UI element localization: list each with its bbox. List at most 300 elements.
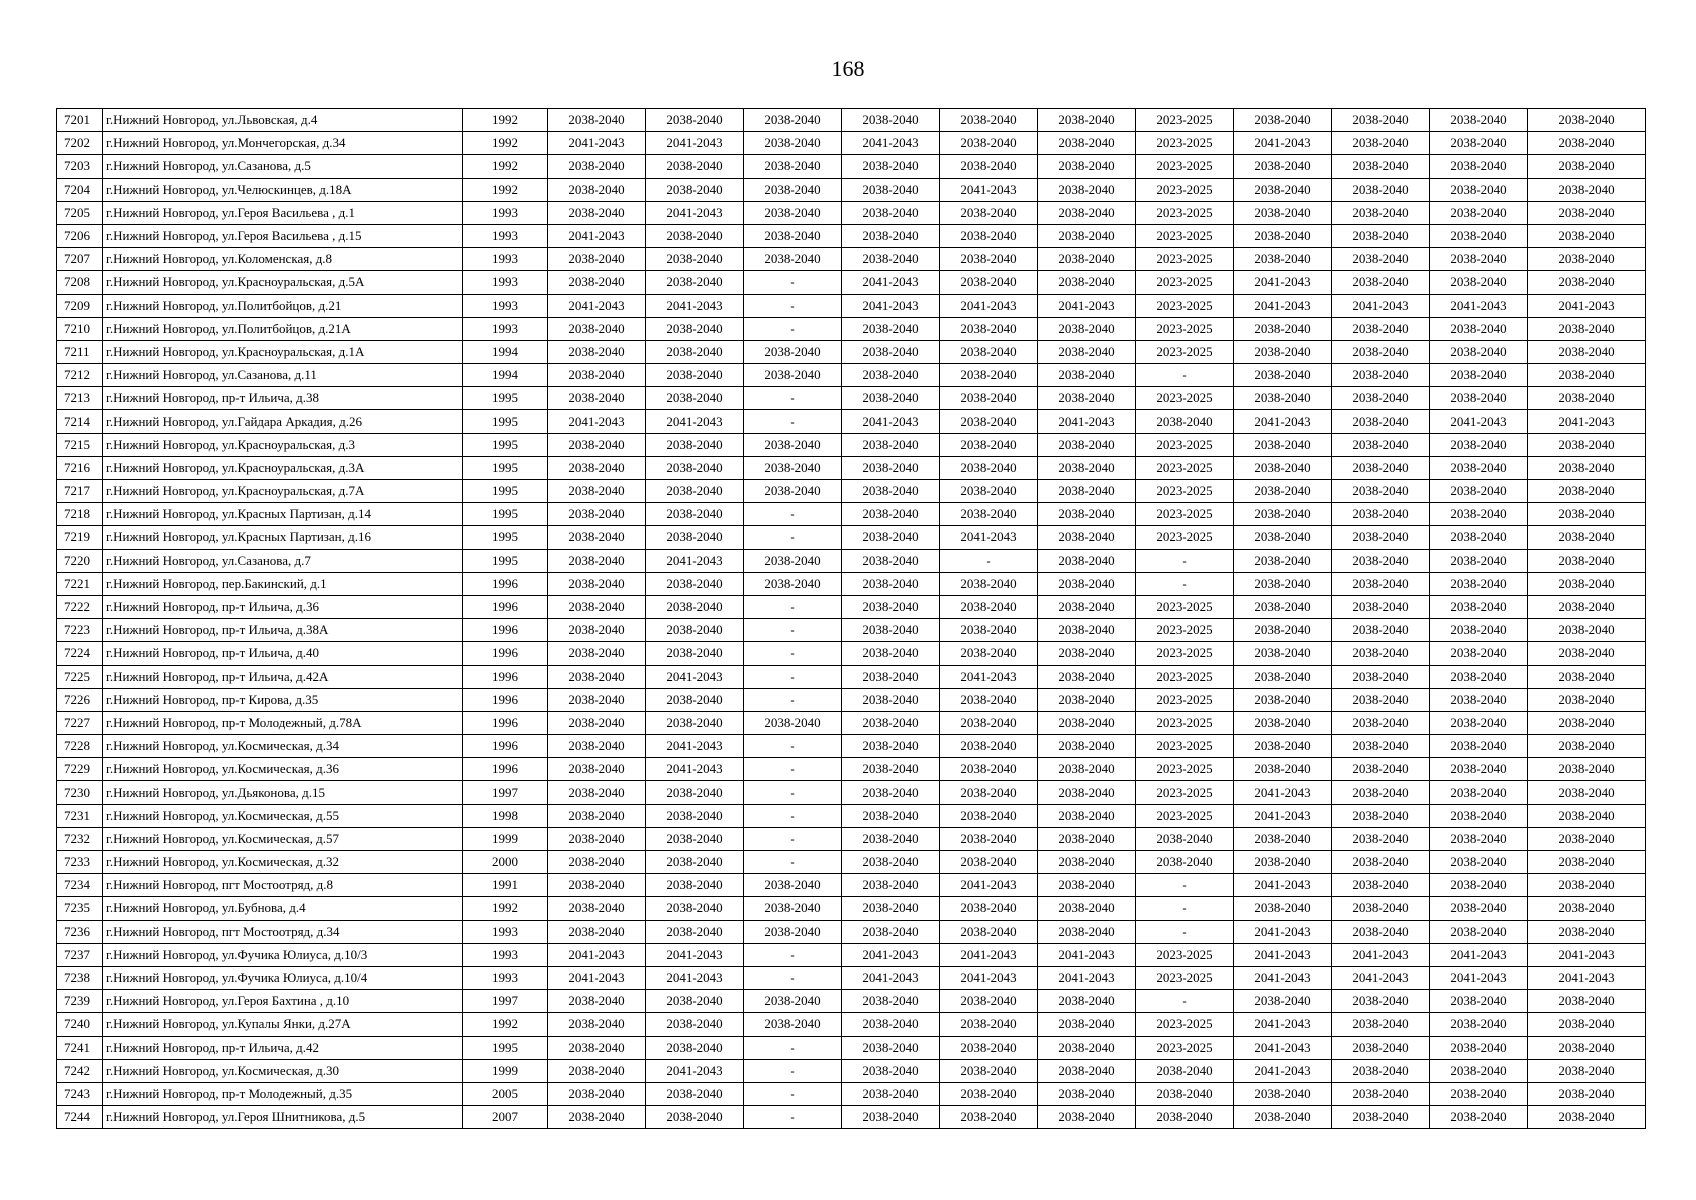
cell-period-3: 2038-2040: [744, 224, 842, 247]
cell-period-5: 2038-2040: [940, 456, 1038, 479]
cell-period-2: 2038-2040: [646, 990, 744, 1013]
cell-year-built: 1998: [463, 804, 548, 827]
cell-period-6: 2038-2040: [1038, 665, 1136, 688]
cell-period-8: 2041-2043: [1234, 966, 1332, 989]
cell-period-8: 2038-2040: [1234, 526, 1332, 549]
cell-period-3: 2038-2040: [744, 549, 842, 572]
housing-registry-table: [56, 108, 1646, 1129]
table-row: [57, 1059, 1646, 1082]
cell-period-6: 2038-2040: [1038, 526, 1136, 549]
cell-period-8: 2041-2043: [1234, 271, 1332, 294]
cell-period-8: 2038-2040: [1234, 387, 1332, 410]
cell-row-number: 7241: [57, 1036, 103, 1059]
cell-period-7: 2038-2040: [1136, 1106, 1234, 1129]
cell-period-5: 2038-2040: [940, 387, 1038, 410]
cell-period-11: 2038-2040: [1528, 711, 1646, 734]
cell-address: г.Нижний Новгород, ул.Красноуральская, д.1А: [103, 340, 463, 363]
cell-address: г.Нижний Новгород, ул.Красноуральская, д.3А: [103, 456, 463, 479]
cell-period-10: 2038-2040: [1430, 109, 1528, 132]
cell-period-8: 2041-2043: [1234, 294, 1332, 317]
cell-row-number: 7224: [57, 642, 103, 665]
cell-period-10: 2038-2040: [1430, 178, 1528, 201]
cell-period-3: -: [744, 1082, 842, 1105]
cell-period-10: 2041-2043: [1430, 410, 1528, 433]
cell-period-1: 2038-2040: [548, 897, 646, 920]
cell-period-5: 2038-2040: [940, 1082, 1038, 1105]
cell-year-built: 1992: [463, 178, 548, 201]
cell-period-1: 2038-2040: [548, 364, 646, 387]
cell-period-7: 2038-2040: [1136, 851, 1234, 874]
cell-period-1: 2038-2040: [548, 758, 646, 781]
cell-period-2: 2038-2040: [646, 526, 744, 549]
cell-period-2: 2041-2043: [646, 758, 744, 781]
cell-period-10: 2038-2040: [1430, 1013, 1528, 1036]
table-row: [57, 688, 1646, 711]
cell-period-8: 2038-2040: [1234, 248, 1332, 271]
cell-row-number: 7235: [57, 897, 103, 920]
cell-period-10: 2038-2040: [1430, 897, 1528, 920]
cell-period-2: 2038-2040: [646, 224, 744, 247]
cell-period-8: 2041-2043: [1234, 781, 1332, 804]
cell-period-2: 2038-2040: [646, 456, 744, 479]
table-row: [57, 526, 1646, 549]
cell-period-8: 2038-2040: [1234, 340, 1332, 363]
cell-period-9: 2038-2040: [1332, 364, 1430, 387]
cell-address: г.Нижний Новгород, ул.Героя Бахтина , д.10: [103, 990, 463, 1013]
cell-period-6: 2038-2040: [1038, 155, 1136, 178]
cell-period-4: 2041-2043: [842, 943, 940, 966]
cell-period-5: 2038-2040: [940, 1059, 1038, 1082]
cell-period-10: 2038-2040: [1430, 642, 1528, 665]
cell-period-6: 2038-2040: [1038, 433, 1136, 456]
cell-row-number: 7228: [57, 735, 103, 758]
cell-period-1: 2038-2040: [548, 804, 646, 827]
cell-year-built: 1992: [463, 1013, 548, 1036]
cell-period-7: 2038-2040: [1136, 410, 1234, 433]
cell-year-built: 1993: [463, 248, 548, 271]
cell-row-number: 7233: [57, 851, 103, 874]
cell-address: г.Нижний Новгород, ул.Героя Шнитникова, д.5: [103, 1106, 463, 1129]
cell-row-number: 7234: [57, 874, 103, 897]
cell-period-2: 2038-2040: [646, 340, 744, 363]
cell-address: г.Нижний Новгород, пгт Мостоотряд, д.8: [103, 874, 463, 897]
cell-period-7: -: [1136, 572, 1234, 595]
cell-period-8: 2038-2040: [1234, 688, 1332, 711]
table-row: [57, 317, 1646, 340]
cell-period-4: 2038-2040: [842, 155, 940, 178]
cell-period-1: 2038-2040: [548, 178, 646, 201]
cell-period-11: 2038-2040: [1528, 155, 1646, 178]
cell-period-8: 2038-2040: [1234, 1082, 1332, 1105]
cell-period-4: 2038-2040: [842, 874, 940, 897]
cell-period-6: 2038-2040: [1038, 781, 1136, 804]
cell-period-1: 2041-2043: [548, 410, 646, 433]
cell-period-1: 2038-2040: [548, 572, 646, 595]
cell-address: г.Нижний Новгород, ул.Сазанова, д.5: [103, 155, 463, 178]
cell-period-6: 2038-2040: [1038, 688, 1136, 711]
cell-period-10: 2038-2040: [1430, 572, 1528, 595]
cell-period-11: 2038-2040: [1528, 201, 1646, 224]
cell-period-11: 2041-2043: [1528, 410, 1646, 433]
cell-period-9: 2038-2040: [1332, 665, 1430, 688]
cell-period-2: 2041-2043: [646, 201, 744, 224]
cell-period-10: 2038-2040: [1430, 503, 1528, 526]
cell-period-7: 2023-2025: [1136, 433, 1234, 456]
cell-period-1: 2038-2040: [548, 248, 646, 271]
cell-period-9: 2038-2040: [1332, 735, 1430, 758]
cell-year-built: 1993: [463, 943, 548, 966]
cell-period-9: 2038-2040: [1332, 271, 1430, 294]
cell-period-7: 2023-2025: [1136, 224, 1234, 247]
cell-row-number: 7239: [57, 990, 103, 1013]
cell-period-3: 2038-2040: [744, 109, 842, 132]
cell-period-7: 2038-2040: [1136, 1059, 1234, 1082]
cell-period-1: 2038-2040: [548, 642, 646, 665]
table-row: [57, 248, 1646, 271]
table-row: [57, 224, 1646, 247]
cell-period-5: 2041-2043: [940, 294, 1038, 317]
cell-year-built: 2000: [463, 851, 548, 874]
cell-period-9: 2038-2040: [1332, 619, 1430, 642]
cell-period-3: -: [744, 271, 842, 294]
cell-period-3: 2038-2040: [744, 132, 842, 155]
table-row: [57, 920, 1646, 943]
cell-period-11: 2038-2040: [1528, 503, 1646, 526]
table-row: [57, 201, 1646, 224]
cell-period-9: 2038-2040: [1332, 897, 1430, 920]
cell-year-built: 1997: [463, 990, 548, 1013]
cell-period-11: 2038-2040: [1528, 688, 1646, 711]
cell-address: г.Нижний Новгород, ул.Сазанова, д.7: [103, 549, 463, 572]
cell-period-6: 2038-2040: [1038, 317, 1136, 340]
cell-period-2: 2038-2040: [646, 804, 744, 827]
cell-period-6: 2038-2040: [1038, 132, 1136, 155]
cell-period-9: 2038-2040: [1332, 155, 1430, 178]
cell-period-5: 2038-2040: [940, 711, 1038, 734]
cell-period-8: 2038-2040: [1234, 619, 1332, 642]
cell-period-11: 2038-2040: [1528, 271, 1646, 294]
cell-period-3: -: [744, 966, 842, 989]
cell-period-5: 2038-2040: [940, 480, 1038, 503]
cell-period-9: 2038-2040: [1332, 804, 1430, 827]
cell-period-7: 2023-2025: [1136, 294, 1234, 317]
cell-period-3: -: [744, 943, 842, 966]
cell-period-3: -: [744, 781, 842, 804]
cell-period-10: 2038-2040: [1430, 688, 1528, 711]
cell-period-3: 2038-2040: [744, 364, 842, 387]
cell-period-3: 2038-2040: [744, 340, 842, 363]
cell-period-7: 2023-2025: [1136, 619, 1234, 642]
cell-period-6: 2038-2040: [1038, 224, 1136, 247]
cell-period-3: 2038-2040: [744, 155, 842, 178]
cell-period-8: 2041-2043: [1234, 1013, 1332, 1036]
cell-period-5: 2038-2040: [940, 201, 1038, 224]
cell-period-8: 2038-2040: [1234, 735, 1332, 758]
cell-period-7: -: [1136, 920, 1234, 943]
cell-year-built: 1995: [463, 387, 548, 410]
cell-address: г.Нижний Новгород, ул.Фучика Юлиуса, д.10/3: [103, 943, 463, 966]
cell-period-4: 2038-2040: [842, 526, 940, 549]
cell-period-1: 2038-2040: [548, 827, 646, 850]
cell-address: г.Нижний Новгород, ул.Челюскинцев, д.18А: [103, 178, 463, 201]
cell-period-7: 2023-2025: [1136, 758, 1234, 781]
cell-period-11: 2038-2040: [1528, 642, 1646, 665]
cell-period-9: 2038-2040: [1332, 224, 1430, 247]
cell-period-2: 2038-2040: [646, 595, 744, 618]
cell-period-6: 2038-2040: [1038, 1013, 1136, 1036]
cell-period-8: 2038-2040: [1234, 758, 1332, 781]
cell-period-1: 2038-2040: [548, 688, 646, 711]
cell-period-3: -: [744, 688, 842, 711]
table-body: [57, 109, 1646, 1129]
cell-address: г.Нижний Новгород, ул.Купалы Янки, д.27А: [103, 1013, 463, 1036]
cell-year-built: 1996: [463, 665, 548, 688]
cell-period-8: 2038-2040: [1234, 572, 1332, 595]
cell-period-5: 2038-2040: [940, 851, 1038, 874]
cell-period-2: 2038-2040: [646, 688, 744, 711]
cell-period-1: 2038-2040: [548, 271, 646, 294]
cell-period-1: 2038-2040: [548, 990, 646, 1013]
cell-year-built: 1999: [463, 1059, 548, 1082]
cell-year-built: 2005: [463, 1082, 548, 1105]
cell-period-7: 2023-2025: [1136, 317, 1234, 340]
cell-period-10: 2041-2043: [1430, 966, 1528, 989]
cell-period-1: 2038-2040: [548, 619, 646, 642]
cell-period-7: 2038-2040: [1136, 1082, 1234, 1105]
cell-period-1: 2038-2040: [548, 480, 646, 503]
cell-period-11: 2038-2040: [1528, 874, 1646, 897]
cell-row-number: 7201: [57, 109, 103, 132]
cell-period-7: 2023-2025: [1136, 201, 1234, 224]
table-row: [57, 966, 1646, 989]
cell-period-8: 2038-2040: [1234, 642, 1332, 665]
cell-year-built: 1997: [463, 781, 548, 804]
table-row: [57, 109, 1646, 132]
cell-period-6: 2038-2040: [1038, 758, 1136, 781]
cell-address: г.Нижний Новгород, ул.Политбойцов, д.21А: [103, 317, 463, 340]
table-row: [57, 990, 1646, 1013]
cell-period-3: 2038-2040: [744, 433, 842, 456]
cell-year-built: 1993: [463, 920, 548, 943]
cell-period-4: 2041-2043: [842, 410, 940, 433]
cell-period-7: 2023-2025: [1136, 665, 1234, 688]
cell-period-6: 2038-2040: [1038, 572, 1136, 595]
cell-period-11: 2038-2040: [1528, 851, 1646, 874]
cell-row-number: 7209: [57, 294, 103, 317]
table-row: [57, 851, 1646, 874]
cell-period-9: 2038-2040: [1332, 827, 1430, 850]
cell-period-5: 2041-2043: [940, 526, 1038, 549]
cell-period-6: 2038-2040: [1038, 1106, 1136, 1129]
cell-period-1: 2038-2040: [548, 711, 646, 734]
table-row: [57, 874, 1646, 897]
cell-period-5: 2038-2040: [940, 572, 1038, 595]
table-row: [57, 1106, 1646, 1129]
cell-period-9: 2038-2040: [1332, 433, 1430, 456]
cell-year-built: 1992: [463, 155, 548, 178]
cell-period-8: 2038-2040: [1234, 1106, 1332, 1129]
cell-period-6: 2038-2040: [1038, 456, 1136, 479]
cell-row-number: 7216: [57, 456, 103, 479]
cell-year-built: 1995: [463, 503, 548, 526]
table-row: [57, 456, 1646, 479]
cell-period-2: 2038-2040: [646, 619, 744, 642]
cell-period-8: 2038-2040: [1234, 711, 1332, 734]
cell-period-10: 2038-2040: [1430, 480, 1528, 503]
cell-period-7: 2023-2025: [1136, 132, 1234, 155]
cell-period-1: 2038-2040: [548, 851, 646, 874]
cell-period-10: 2038-2040: [1430, 595, 1528, 618]
cell-period-3: -: [744, 804, 842, 827]
cell-period-9: 2038-2040: [1332, 109, 1430, 132]
cell-period-9: 2038-2040: [1332, 990, 1430, 1013]
cell-year-built: 1993: [463, 317, 548, 340]
cell-period-10: 2038-2040: [1430, 456, 1528, 479]
cell-period-5: 2038-2040: [940, 642, 1038, 665]
cell-period-10: 2038-2040: [1430, 1082, 1528, 1105]
cell-period-8: 2041-2043: [1234, 132, 1332, 155]
cell-period-3: -: [744, 735, 842, 758]
cell-row-number: 7211: [57, 340, 103, 363]
cell-period-10: 2038-2040: [1430, 248, 1528, 271]
cell-period-4: 2038-2040: [842, 503, 940, 526]
cell-period-4: 2038-2040: [842, 990, 940, 1013]
table-row: [57, 804, 1646, 827]
cell-period-2: 2038-2040: [646, 920, 744, 943]
cell-period-9: 2041-2043: [1332, 966, 1430, 989]
cell-period-7: -: [1136, 364, 1234, 387]
cell-period-2: 2038-2040: [646, 1036, 744, 1059]
cell-period-5: 2038-2040: [940, 781, 1038, 804]
cell-period-6: 2038-2040: [1038, 340, 1136, 363]
cell-period-9: 2038-2040: [1332, 340, 1430, 363]
table-row: [57, 480, 1646, 503]
cell-period-3: 2038-2040: [744, 897, 842, 920]
cell-period-9: 2038-2040: [1332, 526, 1430, 549]
table-row: [57, 897, 1646, 920]
cell-period-2: 2038-2040: [646, 387, 744, 410]
table-row: [57, 549, 1646, 572]
cell-period-4: 2041-2043: [842, 966, 940, 989]
cell-period-3: 2038-2040: [744, 920, 842, 943]
cell-period-4: 2038-2040: [842, 711, 940, 734]
cell-period-9: 2038-2040: [1332, 920, 1430, 943]
cell-row-number: 7225: [57, 665, 103, 688]
cell-period-7: -: [1136, 874, 1234, 897]
cell-year-built: 1993: [463, 224, 548, 247]
table-row: [57, 1013, 1646, 1036]
cell-period-9: 2038-2040: [1332, 595, 1430, 618]
cell-period-11: 2038-2040: [1528, 1106, 1646, 1129]
cell-address: г.Нижний Новгород, ул.Коломенская, д.8: [103, 248, 463, 271]
cell-period-8: 2038-2040: [1234, 178, 1332, 201]
cell-period-4: 2038-2040: [842, 317, 940, 340]
cell-period-4: 2038-2040: [842, 1036, 940, 1059]
cell-period-5: 2041-2043: [940, 943, 1038, 966]
cell-period-10: 2038-2040: [1430, 711, 1528, 734]
cell-period-2: 2038-2040: [646, 827, 744, 850]
cell-row-number: 7202: [57, 132, 103, 155]
cell-period-11: 2038-2040: [1528, 387, 1646, 410]
cell-period-1: 2038-2040: [548, 433, 646, 456]
cell-period-4: 2038-2040: [842, 1106, 940, 1129]
cell-period-5: 2041-2043: [940, 874, 1038, 897]
cell-period-2: 2041-2043: [646, 1059, 744, 1082]
cell-period-2: 2041-2043: [646, 735, 744, 758]
cell-period-5: 2038-2040: [940, 1036, 1038, 1059]
cell-period-4: 2041-2043: [842, 132, 940, 155]
cell-period-10: 2041-2043: [1430, 943, 1528, 966]
cell-period-7: 2023-2025: [1136, 1036, 1234, 1059]
cell-period-5: 2038-2040: [940, 1106, 1038, 1129]
cell-period-11: 2038-2040: [1528, 526, 1646, 549]
table-row: [57, 387, 1646, 410]
cell-period-1: 2038-2040: [548, 735, 646, 758]
cell-row-number: 7232: [57, 827, 103, 850]
cell-period-9: 2038-2040: [1332, 248, 1430, 271]
table-row: [57, 340, 1646, 363]
cell-period-9: 2038-2040: [1332, 387, 1430, 410]
cell-period-4: 2038-2040: [842, 1059, 940, 1082]
table-row: [57, 364, 1646, 387]
cell-period-3: 2038-2040: [744, 1013, 842, 1036]
cell-period-5: 2041-2043: [940, 966, 1038, 989]
cell-period-3: -: [744, 317, 842, 340]
cell-period-11: 2041-2043: [1528, 966, 1646, 989]
cell-period-2: 2038-2040: [646, 433, 744, 456]
cell-address: г.Нижний Новгород, ул.Львовская, д.4: [103, 109, 463, 132]
cell-period-7: 2023-2025: [1136, 178, 1234, 201]
cell-period-2: 2041-2043: [646, 410, 744, 433]
cell-row-number: 7226: [57, 688, 103, 711]
cell-period-10: 2038-2040: [1430, 665, 1528, 688]
cell-year-built: 1995: [463, 480, 548, 503]
cell-period-8: 2038-2040: [1234, 851, 1332, 874]
cell-period-2: 2038-2040: [646, 1013, 744, 1036]
cell-period-7: 2038-2040: [1136, 827, 1234, 850]
cell-period-6: 2038-2040: [1038, 990, 1136, 1013]
cell-period-1: 2038-2040: [548, 317, 646, 340]
cell-period-4: 2038-2040: [842, 340, 940, 363]
cell-year-built: 1995: [463, 433, 548, 456]
cell-period-9: 2038-2040: [1332, 874, 1430, 897]
cell-row-number: 7215: [57, 433, 103, 456]
cell-year-built: 1994: [463, 340, 548, 363]
table-row: [57, 178, 1646, 201]
table-row: [57, 735, 1646, 758]
cell-period-7: 2023-2025: [1136, 1013, 1234, 1036]
cell-period-4: 2038-2040: [842, 109, 940, 132]
cell-year-built: 1992: [463, 132, 548, 155]
cell-period-1: 2038-2040: [548, 456, 646, 479]
cell-period-11: 2038-2040: [1528, 224, 1646, 247]
cell-period-5: 2038-2040: [940, 1013, 1038, 1036]
cell-period-10: 2038-2040: [1430, 920, 1528, 943]
cell-period-7: 2023-2025: [1136, 735, 1234, 758]
cell-period-9: 2038-2040: [1332, 201, 1430, 224]
cell-period-10: 2038-2040: [1430, 132, 1528, 155]
cell-period-9: 2038-2040: [1332, 758, 1430, 781]
cell-period-6: 2038-2040: [1038, 178, 1136, 201]
table-row: [57, 410, 1646, 433]
cell-period-8: 2038-2040: [1234, 109, 1332, 132]
cell-address: г.Нижний Новгород, ул.Космическая, д.57: [103, 827, 463, 850]
cell-period-8: 2038-2040: [1234, 827, 1332, 850]
cell-period-5: 2038-2040: [940, 317, 1038, 340]
cell-period-11: 2038-2040: [1528, 109, 1646, 132]
cell-address: г.Нижний Новгород, ул.Бубнова, д.4: [103, 897, 463, 920]
cell-address: г.Нижний Новгород, пгт Мостоотряд, д.34: [103, 920, 463, 943]
